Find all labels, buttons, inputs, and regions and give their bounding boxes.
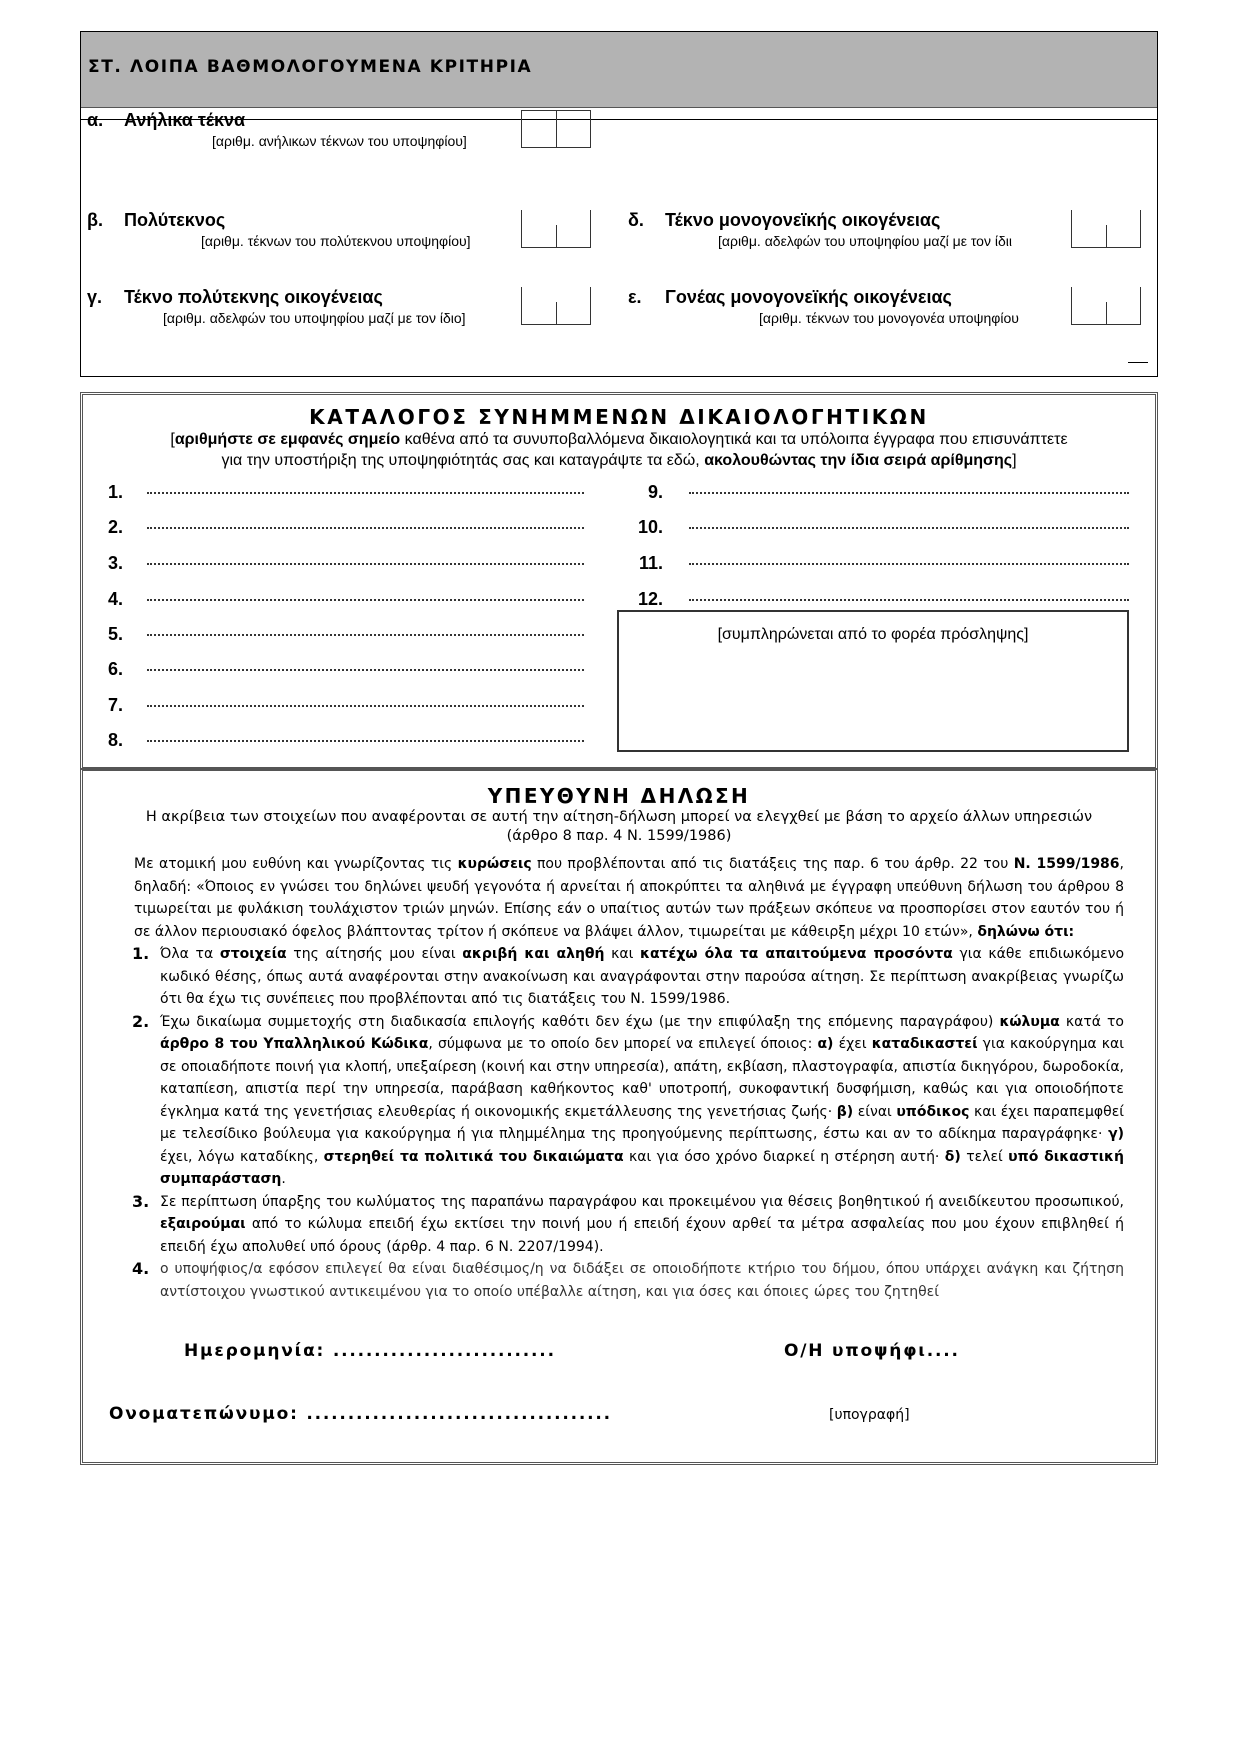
attachment-field[interactable] xyxy=(689,599,1129,601)
criterion-hint: [αριθμ. τέκνων του μονογονέα υποψηφίου xyxy=(759,310,1019,326)
attachment-number: 12. xyxy=(637,589,663,609)
large-family-children-count-field[interactable] xyxy=(521,210,591,248)
declaration-subtitle-line: Η ακρίβεια των στοιχείων που αναφέρονται σε αυτή την αίτηση-δήλωση μπορεί να ελεγχθεί με βάση το αρχείο άλλων υπηρεσιών xyxy=(145,809,1093,825)
attachment-number: 4. xyxy=(107,589,123,609)
instruction-text: για την υποστήριξη της υποψηφιότητάς σας και καταγράψτε τα εδώ, xyxy=(221,452,705,469)
attachments-instruction xyxy=(83,429,1155,471)
criterion-title: Γονέας μονογονεϊκής οικογένειας xyxy=(665,287,952,307)
attachment-field[interactable] xyxy=(147,634,584,636)
attachment-number: 11. xyxy=(638,553,663,573)
attachment-field[interactable] xyxy=(147,740,584,742)
attachment-field[interactable] xyxy=(689,563,1129,565)
single-parent-children-count-field[interactable] xyxy=(1071,287,1141,325)
large-family-siblings-count-field[interactable] xyxy=(521,287,591,325)
attachment-field[interactable] xyxy=(689,492,1129,494)
criterion-title: Πολύτεκνος xyxy=(124,210,226,230)
attachment-number: 7. xyxy=(107,695,123,715)
declaration-item-3: 3. Σε περίπτωση ύπαρξης του κωλύματος της παραπάνω παραγράφου και προκειμένου για θέσεις βοηθητικού ή ανειδίκευτου προσωπικού, εξαιρούμαι από το κώλυμα επειδή έχω εκτίσει την ποινή μου ή επειδή έχουν αρθεί τα μέτρα ασφαλείας που μου έχουν επιβληθεί ή επειδή έχω απολυθεί υπό όρους (άρθρ. 4 παρ. 6 Ν. 2207/1994). xyxy=(132,1191,1124,1255)
full-name-field[interactable]: Ονοματεπώνυμο: ..................................... xyxy=(109,1404,612,1424)
declaration-item-4: 4. ο υποψήφιος/α εφόσον επιλεγεί θα είναι διαθέσιμος/η να διδάξει σε οποιοδήποτε κτήριο του δήμου, όπου υπάρχει ανάγκη και ζήτηση αντίστοιχου γνωστικού αντικειμένου για το οποίο υπέβαλλε αίτηση, και για όσες και όποιες ώρες του ζητηθεί xyxy=(132,1259,1124,1300)
instruction-emphasis: ακολουθώντας την ίδια σειρά αρίθμησης xyxy=(704,452,1013,469)
section-solemn-declaration xyxy=(80,768,1158,1465)
attachment-field[interactable] xyxy=(147,492,584,494)
candidate-label: Ο/Η υποψήφι.... xyxy=(784,1341,960,1361)
attachment-number: 5. xyxy=(107,624,123,644)
declaration-subtitle xyxy=(83,808,1155,846)
attachment-number: 10. xyxy=(637,517,663,537)
criterion-letter: α. xyxy=(87,110,104,130)
divider xyxy=(1128,362,1148,363)
bracket: ] xyxy=(1012,452,1017,469)
criterion-hint: [αριθμ. ανήλικων τέκνων του υποψηφίου] xyxy=(212,133,467,149)
attachment-number: 8. xyxy=(107,730,123,750)
criterion-hint: [αριθμ. αδελφών του υποψηφίου μαζί με τον ίδιο] xyxy=(163,310,466,326)
criterion-hint: [αριθμ. αδελφών του υποψηφίου μαζί με τον ίδιι xyxy=(718,233,1012,249)
attachment-field[interactable] xyxy=(147,669,584,671)
criterion-title: Τέκνο μονογονεϊκής οικογένειας xyxy=(665,210,941,230)
declaration-intro: Με ατομική μου ευθύνη και γνωρίζοντας τις κυρώσεις που προβλέπονται από τις διατάξεις της παρ. 6 του άρθρ. 22 του Ν. 1599/1986, δηλαδή: «Όποιος εν γνώσει του δηλώνει ψευδή γεγονότα ή αρνείται ή αποκρύπτει τα αληθινά με έγγραφη υπεύθυνη δήλωση του άρθρου 8 τιμωρείται με φυλάκιση τουλάχιστον τριών μηνών. Επίσης εάν ο υπαίτιος αυτών των πράξεων σκόπευε να προσπορίσει στον εαυτόν του ή σε άλλον περιουσιακό όφελος βλάπτοντας τρίτον ή σκόπευε να βλάψει άλλον, τιμωρείται με κάθειρξη μέχρι 10 ετών», δηλώνω ότι: xyxy=(134,856,1124,940)
attachment-number: 3. xyxy=(107,553,123,573)
date-field[interactable]: Ημερομηνία: ........................... xyxy=(184,1341,556,1361)
attachment-number: 9. xyxy=(647,482,663,502)
criterion-title: Τέκνο πολύτεκνης οικογένειας xyxy=(124,287,383,307)
attachment-number: 6. xyxy=(107,659,123,679)
declaration-title: ΥΠΕΥΘΥΝΗ ΔΗΛΩΣΗ xyxy=(487,784,751,808)
attachment-field[interactable] xyxy=(147,705,584,707)
signature-field[interactable]: [υπογραφή] xyxy=(829,1407,910,1423)
criterion-letter: β. xyxy=(87,210,103,230)
section-heading-bar xyxy=(81,32,1157,108)
section-other-criteria xyxy=(80,31,1158,377)
criterion-letter: δ. xyxy=(628,210,644,230)
single-parent-siblings-count-field[interactable] xyxy=(1071,210,1141,248)
criterion-hint: [αριθμ. τέκνων του πολύτεκνου υποψηφίου] xyxy=(201,233,471,249)
section-attachments xyxy=(80,392,1158,770)
attachment-number: 1. xyxy=(107,482,123,502)
instruction-emphasis: αριθμήστε σε εμφανές σημείο xyxy=(174,431,401,448)
bracket: [ xyxy=(170,431,175,448)
declaration-item-1: 1. Όλα τα στοιχεία της αίτησής μου είναι ακριβή και αληθή και κατέχω όλα τα απαιτούμενα προσόντα για κάθε επιδιωκόμενο κωδικό θέσης, όπως αυτά αναφέρονται στην ανακοίνωση και αναγράφονται στην παρούσα αίτηση. Σε περίπτωση ανακρίβειας γνωρίζω ότι θα έχω τις συνέπειες που προβλέπονται από τις διατάξεις του Ν. 1599/1986. xyxy=(132,944,1125,1007)
criterion-letter: ε. xyxy=(628,287,642,307)
attachments-title: ΚΑΤΑΛΟΓΟΣ ΣΥΝΗΜΜΕΝΩΝ ΔΙΚΑΙΟΛΟΓΗΤΙΚΩΝ xyxy=(309,405,929,429)
attachment-field[interactable] xyxy=(147,563,584,565)
declaration-subtitle-line: (άρθρο 8 παρ. 4 Ν. 1599/1986) xyxy=(506,828,732,844)
criterion-title: Ανήλικα τέκνα xyxy=(124,110,246,130)
attachment-field[interactable] xyxy=(147,599,584,601)
declaration-body xyxy=(134,853,1124,1303)
agency-use-box xyxy=(617,610,1129,752)
minor-children-count-field[interactable] xyxy=(521,110,591,148)
declaration-item-2: 2. Έχω δικαίωμα συμμετοχής στη διαδικασία επιλογής καθότι δεν έχω (με την επιφύλαξη της επόμενης παραγράφου) κώλυμα κατά το άρθρο 8 του Υπαλληλικού Κώδικα, σύμφωνα με το οποίο δεν μπορεί να επιλεγεί όποιος: α) έχει καταδικαστεί για κακούργημα και σε οποιαδήποτε ποινή για κλοπή, υπεξαίρεση (κοινή και στην υπηρεσία), απάτη, εκβίαση, πλαστογραφία, απιστία δικηγόρου, δωροδοκία, καταπίεση, απιστία περί την υπηρεσία, παράβαση καθήκοντος καθ' υποτροπή, συκοφαντική δυσφήμιση, καθώς και για οποιοδήποτε έγκλημα κατά της γενετήσιας ελευθερίας ή οικονομικής εκμετάλλευσης της γενετήσιας ζωής· β) είναι υπόδικος και έχει παραπεμφθεί με τελεσίδικο βούλευμα για κακούργημα ή για πλημμέλημα της προηγούμενης περίπτωσης, έστω και αν το αδίκημα παραγράφηκε· γ) έχει, λόγω καταδίκης, στερηθεί τα πολιτικά του δικαιώματα και για όσο χρόνο διαρκεί η στέρηση αυτή· δ) τελεί υπό δικαστική συμπαράσταση. xyxy=(132,1011,1125,1187)
agency-use-label: [συμπληρώνεται από το φορέα πρόσληψης] xyxy=(717,626,1029,643)
section-heading: ΣΤ. ΛΟΙΠΑ ΒΑΘΜΟΛΟΓΟΥΜΕΝΑ ΚΡΙΤΗΡΙΑ xyxy=(88,57,533,77)
criterion-letter: γ. xyxy=(87,287,103,307)
attachment-field[interactable] xyxy=(689,527,1129,529)
attachment-number: 2. xyxy=(107,517,123,537)
instruction-text: καθένα από τα συνυποβαλλόμενα δικαιολογητικά και τα υπόλοιπα έγγραφα που επισυνάπτετε xyxy=(400,431,1068,448)
attachment-field[interactable] xyxy=(147,527,584,529)
